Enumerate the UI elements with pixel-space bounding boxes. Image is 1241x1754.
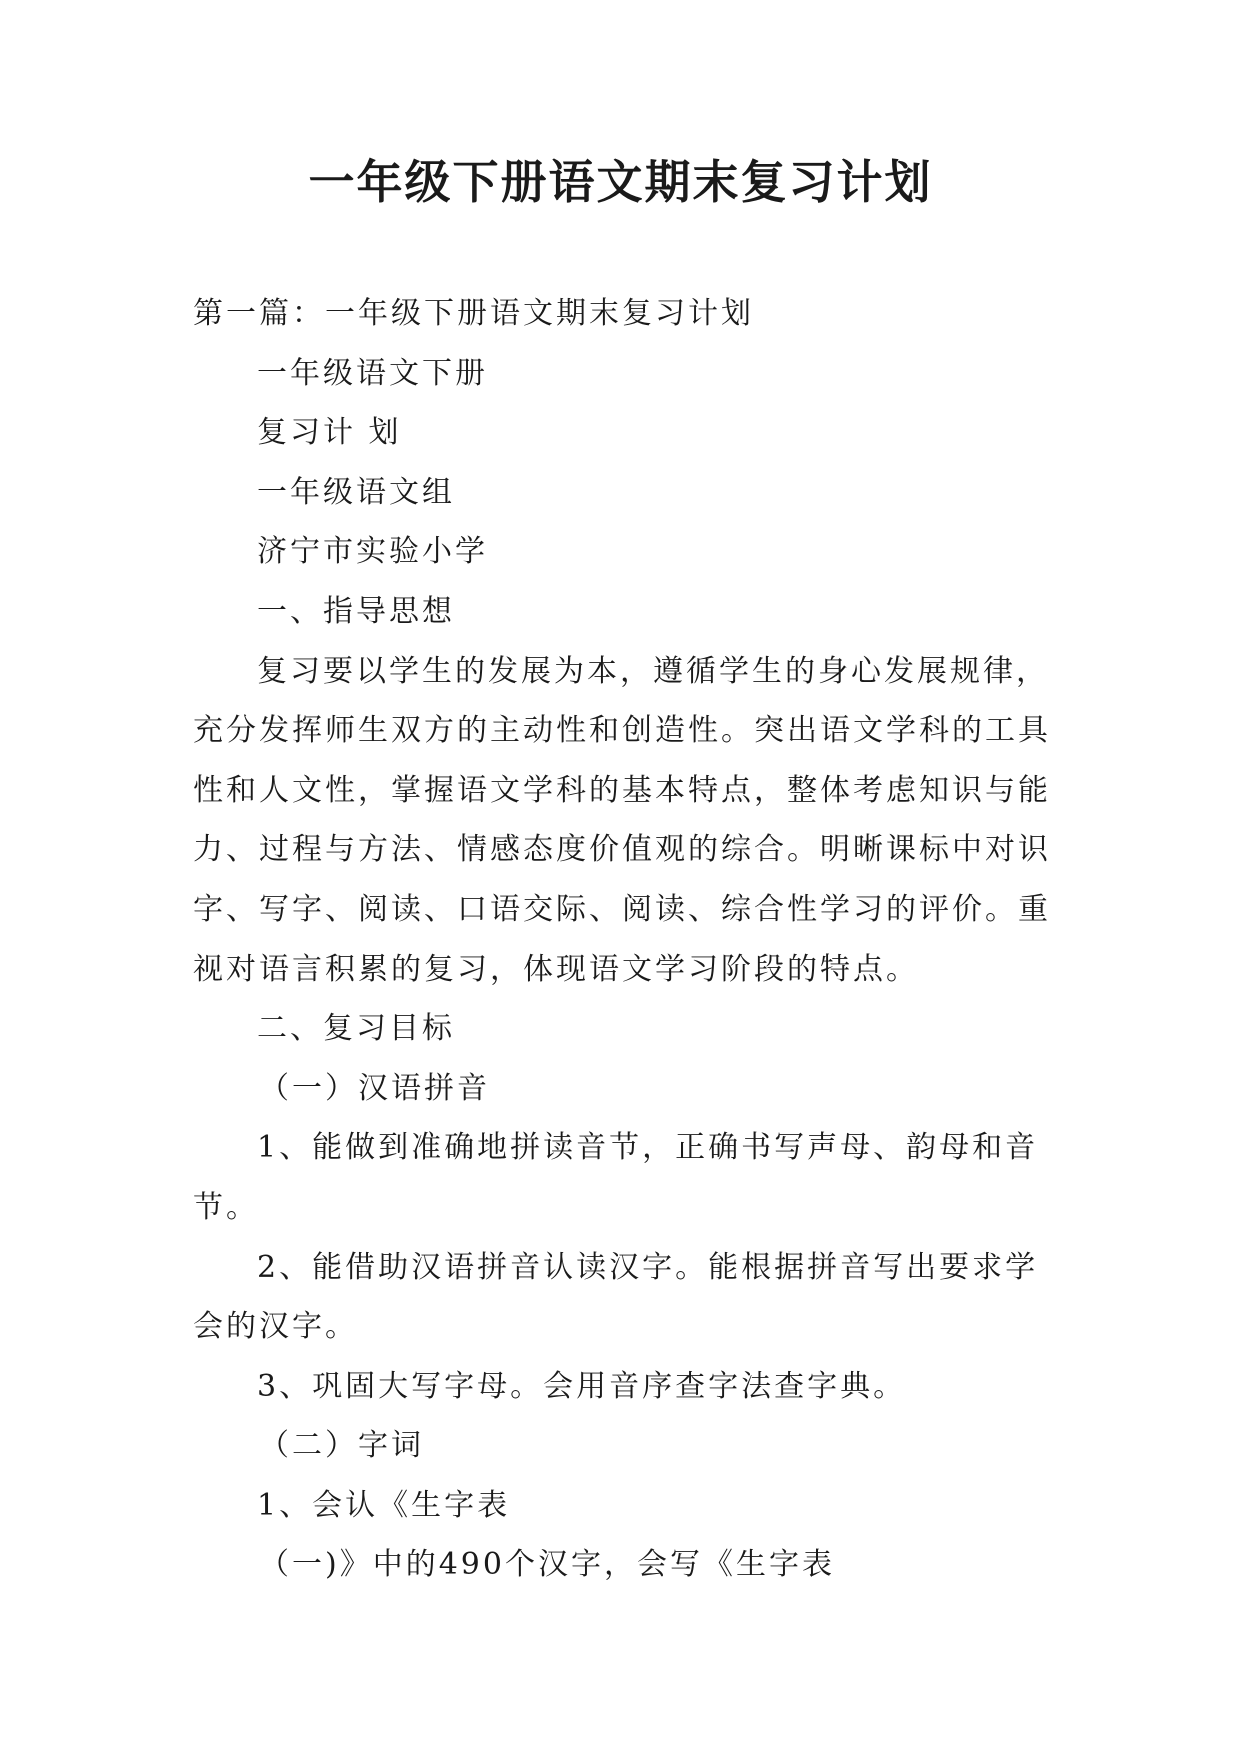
paragraph-line: 节。	[193, 1189, 259, 1225]
paragraph-line: 力、过程与方法、情感态度价值观的综合。明晰课标中对识	[193, 832, 1051, 868]
section-heading: 第一篇：一年级下册语文期末复习计划	[193, 296, 754, 331]
paragraph-line: 济宁市实验小学	[257, 534, 488, 570]
paragraph-heading: 一、指导思想	[257, 593, 455, 629]
paragraph-line: 1、能做到准确地拼读音节，正确书写声母、韵母和音	[257, 1130, 1039, 1166]
paragraph-line: （一)》中的490个汉字，会写《生字表	[259, 1547, 835, 1583]
paragraph-line: 复习要以学生的发展为本，遵循学生的身心发展规律，	[257, 653, 1049, 689]
paragraph-line: 性和人文性，掌握语文学科的基本特点，整体考虑知识与能	[193, 772, 1051, 808]
paragraph-line: 一年级语文组	[257, 474, 455, 510]
paragraph-line: 视对语言积累的复习，体现语文学习阶段的特点。	[193, 951, 919, 987]
paragraph-heading: 二、复习目标	[257, 1011, 455, 1047]
paragraph-line: 2、能借助汉语拼音认读汉字。能根据拼音写出要求学	[257, 1249, 1039, 1285]
paragraph-line: 充分发挥师生双方的主动性和创造性。突出语文学科的工具	[193, 713, 1051, 749]
paragraph-line: 3、巩固大写字母。会用音序查字法查字典。	[257, 1368, 907, 1404]
document-body	[193, 284, 1073, 1595]
paragraph-line: 字、写字、阅读、口语交际、阅读、综合性学习的评价。重	[193, 891, 1051, 927]
paragraph-line: 复习计 划	[257, 415, 402, 451]
paragraph-line: 一年级语文下册	[257, 355, 488, 391]
paragraph-subheading: （一）汉语拼音	[259, 1070, 490, 1106]
paragraph-line: 1、会认《生字表	[257, 1487, 511, 1523]
paragraph-line: 会的汉字。	[193, 1309, 358, 1345]
paragraph-subheading: （二）字词	[259, 1428, 424, 1464]
document-title: 一年级下册语文期末复习计划	[308, 155, 933, 209]
